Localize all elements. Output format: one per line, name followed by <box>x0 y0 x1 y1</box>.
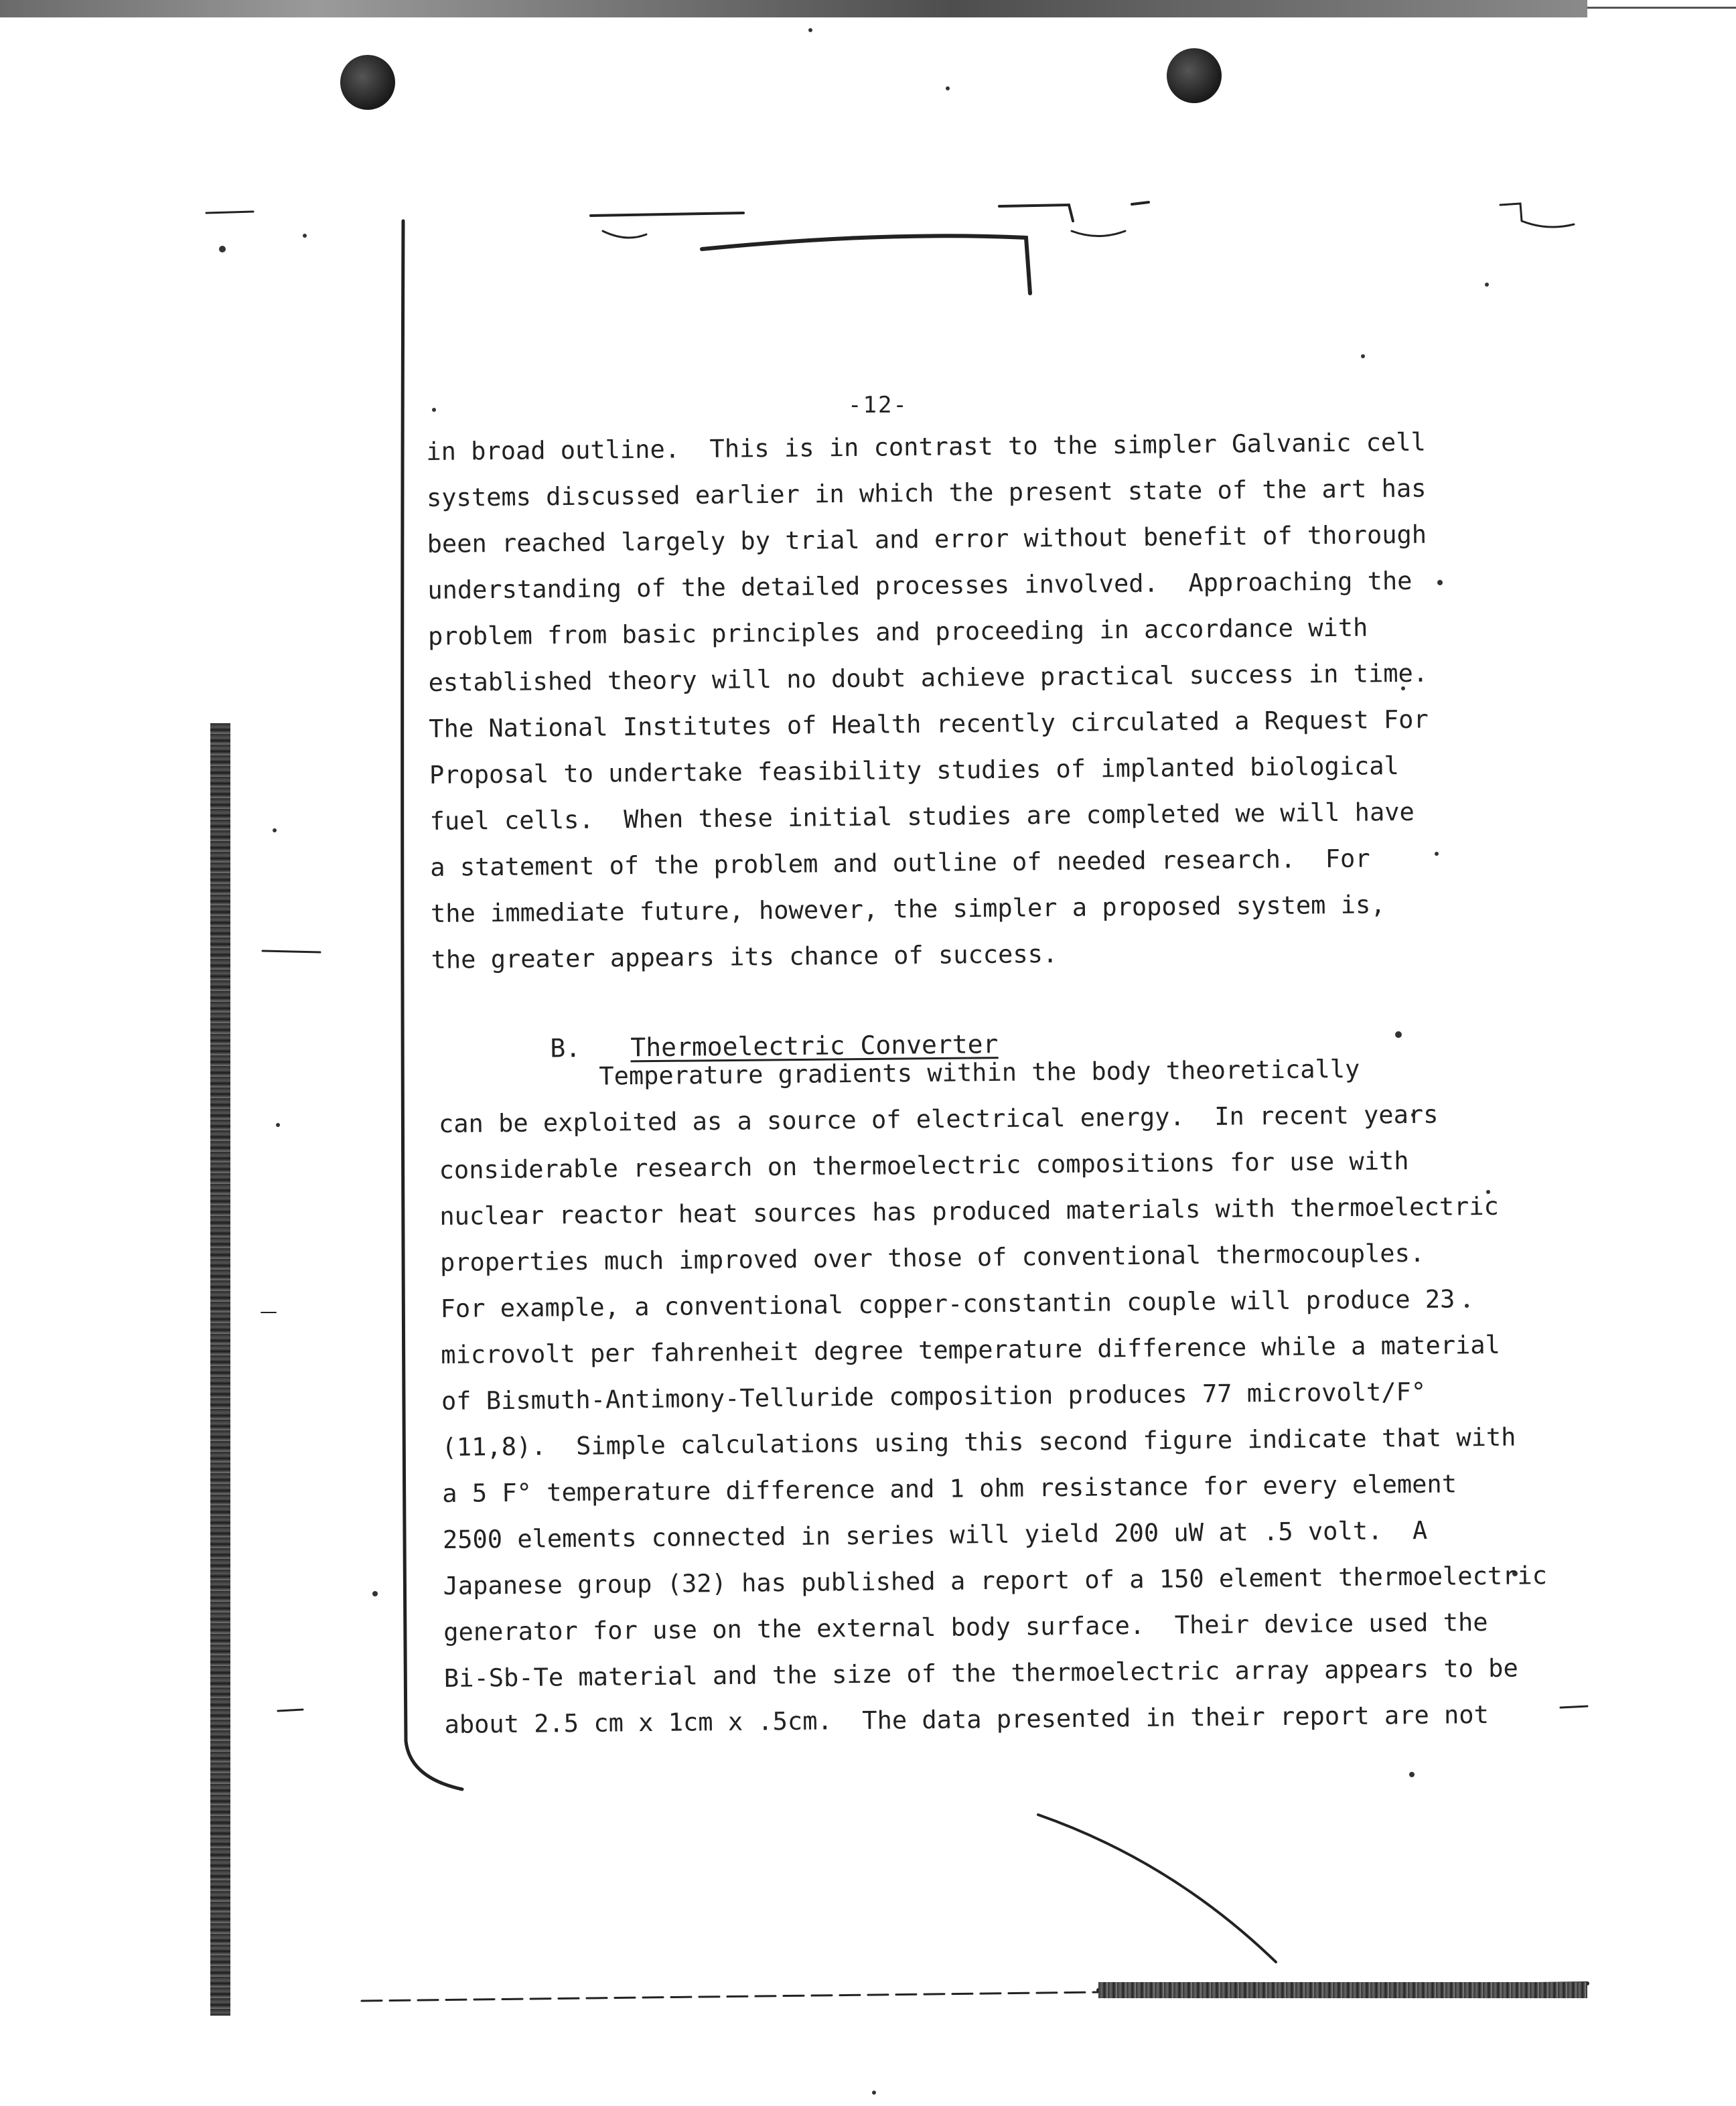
text-line: For example, a conventional copper-constantin couple will produce 23 <box>440 1284 1455 1323</box>
text-line: (11,8). Simple calculations using this second figure indicate that with <box>441 1422 1516 1462</box>
text-line: Japanese group (32) has published a report of a 150 element thermoelectric <box>443 1561 1548 1600</box>
text-line: the immediate future, however, the simpler a proposed system is, <box>430 890 1386 928</box>
page-number: -12- <box>848 392 908 419</box>
text-line: considerable research on thermoelectric compositions for use with <box>439 1146 1409 1185</box>
text-line: about 2.5 cm x 1cm x .5cm. The data presented in their report are not <box>444 1700 1490 1739</box>
text-line: a statement of the problem and outline of needed research. For <box>430 844 1370 882</box>
text-line: in broad outline. This is in contrast to the simpler Galvanic cell <box>426 427 1426 466</box>
section-letter: B. <box>550 1033 581 1063</box>
text-line: properties much improved over those of conventional thermocouples. <box>439 1238 1425 1277</box>
text-line: nuclear reactor heat sources has produced materials with thermoelectric <box>439 1191 1500 1231</box>
text-line: systems discussed earlier in which the present state of the art has <box>426 473 1427 512</box>
text-line: problem from basic principles and proceeding in accordance with <box>427 613 1368 651</box>
text-line: Proposal to undertake feasibility studies of implanted biological <box>429 751 1400 789</box>
text-line: the greater appears its chance of success. <box>431 939 1058 974</box>
text-line: 2500 elements connected in series will yield 200 uW at .5 volt. A <box>442 1515 1428 1554</box>
body-paragraph-1 <box>426 418 1516 983</box>
text-line: Bi-Sb-Te material and the size of the thermoelectric array appears to be <box>443 1653 1518 1693</box>
text-line: generator for use on the external body surface. Their device used the <box>443 1607 1488 1647</box>
text-line: established theory will no doubt achieve practical success in time. <box>428 658 1429 697</box>
text-line: been reached largely by trial and error without benefit of thorough <box>427 520 1427 558</box>
body-paragraph-2 <box>438 1044 1548 1748</box>
text-line: can be exploited as a source of electrical energy. In recent years <box>438 1100 1439 1138</box>
text-line: of Bismuth-Antimony-Telluride composition produces 77 microvolt/F° <box>441 1377 1427 1416</box>
section-title: Thermoelectric Converter <box>630 1029 999 1063</box>
text-line: understanding of the detailed processes involved. Approaching the <box>427 566 1413 605</box>
text-line: microvolt per fahrenheit degree temperature difference while a material <box>441 1330 1501 1369</box>
scan-bottom-border <box>1098 1982 1587 1998</box>
text-line: a 5 F° temperature difference and 1 ohm resistance for every element <box>442 1469 1457 1508</box>
text-line: fuel cells. When these initial studies are completed we will have <box>429 797 1415 836</box>
text-line: The National Institutes of Health recently circulated a Request For <box>429 704 1429 743</box>
text-line: Temperature gradients within the body theoretically <box>599 1054 1360 1091</box>
